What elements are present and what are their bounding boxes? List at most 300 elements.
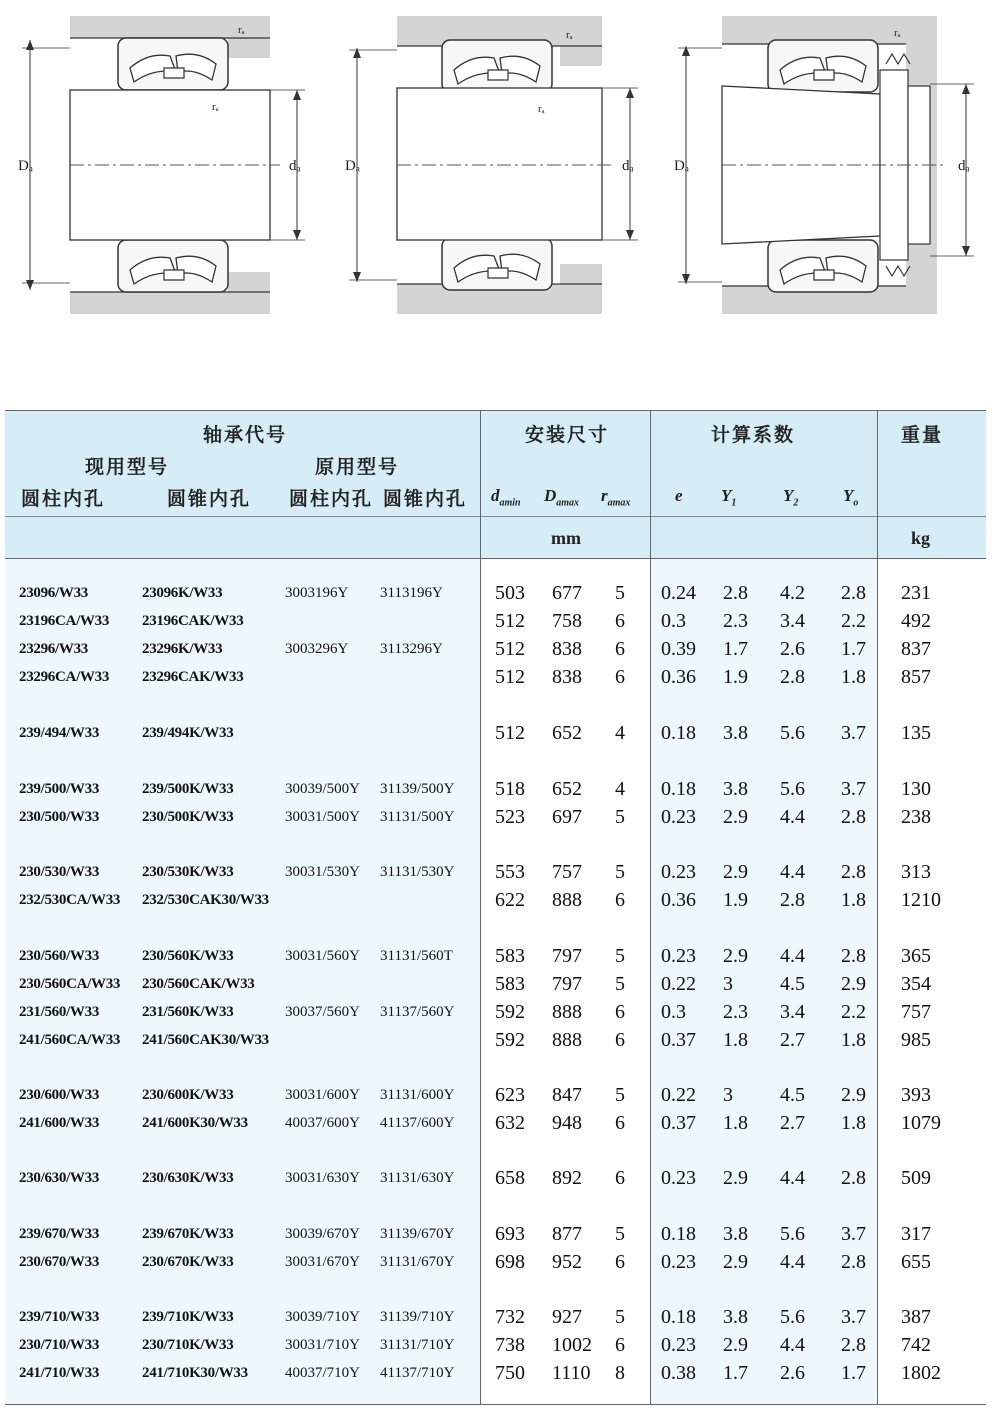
cell-Y0: 1.7 [841, 638, 866, 660]
cell-weight: 1802 [901, 1362, 941, 1384]
diagram-2-ra-label-inner: rₐ [538, 103, 545, 115]
cell-original-taper: 31139/670Y [380, 1226, 455, 1242]
header-Y0: $Y_o$ [843, 486, 859, 509]
cell-Da-max: 652 [552, 722, 582, 744]
cell-current-taper: 230/560K/W33 [142, 948, 234, 964]
cell-current-taper: 241/710K30/W33 [142, 1365, 248, 1381]
cell-da-min: 693 [495, 1223, 525, 1245]
cell-original-cyl: 30031/670Y [285, 1254, 360, 1270]
header-taper-bore-1: 圆锥内孔 [167, 488, 252, 510]
unit-mm: mm [551, 528, 581, 548]
cell-Y2: 2.6 [780, 1362, 805, 1384]
table-row [5, 859, 986, 886]
cell-Y0: 2.8 [841, 1334, 866, 1356]
cell-current-taper: 231/560K/W33 [142, 1004, 234, 1020]
cell-original-taper: 3113196Y [380, 585, 443, 601]
cell-da-min: 592 [495, 1001, 525, 1023]
cell-Y1: 2.8 [723, 582, 748, 604]
table-row [5, 1027, 986, 1054]
diagram-2 [345, 16, 638, 314]
cell-Y2: 4.5 [780, 1084, 805, 1106]
cell-original-cyl: 30031/500Y [285, 809, 360, 825]
cell-Y0: 1.8 [841, 1029, 866, 1051]
cell-ra-max: 4 [615, 722, 625, 744]
cell-weight: 655 [901, 1251, 931, 1273]
cell-Y2: 3.4 [780, 610, 805, 632]
cell-da-min: 658 [495, 1167, 525, 1189]
cell-current-cyl: 239/670/W33 [19, 1226, 100, 1242]
cell-original-taper: 31131/630Y [380, 1170, 455, 1186]
table-row [5, 1360, 986, 1387]
cell-Y2: 5.6 [780, 778, 805, 800]
cell-current-taper: 23296CAK/W33 [142, 669, 244, 685]
cell-e: 0.23 [661, 1251, 696, 1273]
header-taper-bore-2: 圆锥内孔 [383, 488, 468, 510]
cell-Y0: 1.8 [841, 1112, 866, 1134]
cell-Y1: 2.3 [723, 1001, 748, 1023]
cell-original-cyl: 3003296Y [285, 641, 349, 657]
cell-weight: 1210 [901, 889, 941, 911]
cell-ra-max: 4 [615, 778, 625, 800]
cell-current-taper: 239/710K/W33 [142, 1309, 234, 1325]
cell-weight: 509 [901, 1167, 931, 1189]
cell-e: 0.36 [661, 666, 696, 688]
cell-Y1: 1.8 [723, 1029, 748, 1051]
cell-Y1: 2.9 [723, 945, 748, 967]
cell-Y0: 3.7 [841, 1223, 866, 1245]
cell-original-taper: 31137/560Y [380, 1004, 455, 1020]
cell-ra-max: 6 [615, 610, 625, 632]
cell-ra-max: 5 [615, 1306, 625, 1328]
cell-Y0: 3.7 [841, 722, 866, 744]
table-row [5, 1332, 986, 1359]
cell-current-cyl: 231/560/W33 [19, 1004, 100, 1020]
cell-weight: 130 [901, 778, 931, 800]
cell-original-taper: 31131/560T [380, 948, 453, 964]
cell-current-cyl: 230/500/W33 [19, 809, 100, 825]
cell-original-cyl: 30031/630Y [285, 1170, 360, 1186]
cell-Y1: 2.3 [723, 610, 748, 632]
cell-Da-max: 652 [552, 778, 582, 800]
cell-Y2: 2.8 [780, 666, 805, 688]
cell-current-cyl: 230/630/W33 [19, 1170, 100, 1186]
cell-Da-max: 847 [552, 1084, 582, 1106]
cell-original-cyl: 40037/710Y [285, 1365, 360, 1381]
table-row [5, 664, 986, 691]
cell-ra-max: 5 [615, 973, 625, 995]
header-current-model: 现用型号 [85, 456, 170, 478]
cell-ra-max: 5 [615, 1223, 625, 1245]
cell-current-cyl: 23196CA/W33 [19, 613, 110, 629]
cell-e: 0.36 [661, 889, 696, 911]
cell-e: 0.18 [661, 1223, 696, 1245]
cell-Y0: 1.8 [841, 889, 866, 911]
cell-current-taper: 23096K/W33 [142, 585, 223, 601]
cell-current-taper: 230/560CAK/W33 [142, 976, 255, 992]
cell-Y0: 3.7 [841, 1306, 866, 1328]
cell-e: 0.38 [661, 1362, 696, 1384]
cell-weight: 387 [901, 1306, 931, 1328]
cell-ra-max: 5 [615, 806, 625, 828]
cell-Da-max: 677 [552, 582, 582, 604]
cell-da-min: 503 [495, 582, 525, 604]
cell-Y0: 2.8 [841, 1251, 866, 1273]
cell-original-taper: 31131/710Y [380, 1337, 455, 1353]
cell-Da-max: 757 [552, 861, 582, 883]
cell-original-cyl: 30031/530Y [285, 864, 360, 880]
cell-e: 0.24 [661, 582, 696, 604]
cell-current-taper: 230/710K/W33 [142, 1337, 234, 1353]
diagram-1-da-label: dₐ [289, 158, 301, 174]
cell-ra-max: 6 [615, 1251, 625, 1273]
header-bearing-code: 轴承代号 [203, 424, 288, 446]
cell-original-cyl: 30031/560Y [285, 948, 360, 964]
cell-current-cyl: 239/710/W33 [19, 1309, 100, 1325]
diagram-3 [674, 16, 974, 314]
cell-original-taper: 31131/670Y [380, 1254, 455, 1270]
cell-Y1: 1.9 [723, 889, 748, 911]
cell-Da-max: 952 [552, 1251, 582, 1273]
diagram-3-Da-label: Dₐ [674, 158, 689, 174]
cell-original-taper: 41137/710Y [380, 1365, 455, 1381]
cell-current-cyl: 230/530/W33 [19, 864, 100, 880]
cell-da-min: 512 [495, 722, 525, 744]
cell-e: 0.37 [661, 1112, 696, 1134]
cell-Y2: 4.4 [780, 945, 805, 967]
cell-current-cyl: 230/670/W33 [19, 1254, 100, 1270]
header-mounting-dims: 安装尺寸 [525, 424, 610, 446]
cell-weight: 857 [901, 666, 931, 688]
cell-Y2: 4.4 [780, 806, 805, 828]
cell-Y2: 4.5 [780, 973, 805, 995]
cell-original-cyl: 30039/500Y [285, 781, 360, 797]
header-da-min: $d_{amin}$ [491, 486, 521, 509]
cell-weight: 317 [901, 1223, 931, 1245]
header-sub-rule [5, 516, 986, 517]
cell-ra-max: 6 [615, 666, 625, 688]
cell-da-min: 583 [495, 973, 525, 995]
cell-e: 0.23 [661, 1334, 696, 1356]
cell-Y0: 2.8 [841, 945, 866, 967]
cell-ra-max: 5 [615, 945, 625, 967]
diagram-1 [18, 16, 305, 314]
cell-Y2: 5.6 [780, 1306, 805, 1328]
cell-current-taper: 241/600K30/W33 [142, 1115, 248, 1131]
cell-da-min: 553 [495, 861, 525, 883]
table-row [5, 580, 986, 607]
diagram-3-da-label: dₐ [958, 158, 970, 174]
cell-ra-max: 6 [615, 1029, 625, 1051]
cell-current-cyl: 23296CA/W33 [19, 669, 110, 685]
table-row [5, 1082, 986, 1109]
cell-original-taper: 3113296Y [380, 641, 443, 657]
table-bottom-rule [5, 1404, 986, 1405]
cell-current-cyl: 239/500/W33 [19, 781, 100, 797]
cell-Da-max: 888 [552, 1001, 582, 1023]
diagram-2-da-label: dₐ [622, 158, 634, 174]
cell-e: 0.18 [661, 722, 696, 744]
cell-Da-max: 892 [552, 1167, 582, 1189]
cell-Y2: 2.7 [780, 1112, 805, 1134]
cell-Y2: 5.6 [780, 1223, 805, 1245]
cell-current-cyl: 230/710/W33 [19, 1337, 100, 1353]
cell-weight: 231 [901, 582, 931, 604]
cell-Y2: 2.8 [780, 889, 805, 911]
cell-Y0: 2.2 [841, 1001, 866, 1023]
diagram-2-Da-label: Dₐ [345, 158, 360, 174]
cell-e: 0.22 [661, 1084, 696, 1106]
cell-current-taper: 239/670K/W33 [142, 1226, 234, 1242]
cell-current-taper: 230/530K/W33 [142, 864, 234, 880]
cell-Y1: 2.9 [723, 1251, 748, 1273]
header-e: e [675, 486, 683, 505]
cell-ra-max: 6 [615, 638, 625, 660]
cell-Y0: 3.7 [841, 778, 866, 800]
table-row [5, 1221, 986, 1248]
cell-current-cyl: 23096/W33 [19, 585, 88, 601]
bearing-spec-table [5, 410, 986, 1405]
cell-Da-max: 797 [552, 945, 582, 967]
cell-da-min: 583 [495, 945, 525, 967]
header-ra-max: $r_{amax}$ [601, 486, 631, 509]
cell-ra-max: 6 [615, 1112, 625, 1134]
cell-Da-max: 838 [552, 638, 582, 660]
cell-e: 0.18 [661, 1306, 696, 1328]
cell-weight: 742 [901, 1334, 931, 1356]
cell-Y1: 3 [723, 1084, 733, 1106]
cell-current-cyl: 232/530CA/W33 [19, 892, 121, 908]
table-top-rule [5, 410, 986, 411]
cell-da-min: 738 [495, 1334, 525, 1356]
cell-ra-max: 6 [615, 1167, 625, 1189]
cell-Y2: 2.6 [780, 638, 805, 660]
cell-Y2: 4.4 [780, 861, 805, 883]
cell-ra-max: 5 [615, 582, 625, 604]
cell-da-min: 732 [495, 1306, 525, 1328]
cell-Y0: 2.9 [841, 1084, 866, 1106]
cell-Y1: 2.9 [723, 1167, 748, 1189]
cell-current-taper: 230/630K/W33 [142, 1170, 234, 1186]
cell-Da-max: 1002 [552, 1334, 592, 1356]
cell-Y0: 2.9 [841, 973, 866, 995]
table-row [5, 971, 986, 998]
cell-Y1: 2.9 [723, 1334, 748, 1356]
header-Y2: $Y_2$ [783, 486, 799, 509]
cell-Da-max: 948 [552, 1112, 582, 1134]
cell-ra-max: 6 [615, 1001, 625, 1023]
cell-weight: 135 [901, 722, 931, 744]
header-calc-factors: 计算系数 [711, 424, 796, 446]
cell-Y1: 1.7 [723, 1362, 748, 1384]
cell-Y1: 1.9 [723, 666, 748, 688]
cell-current-cyl: 23296/W33 [19, 641, 88, 657]
header-cyl-bore-1: 圆柱内孔 [21, 488, 106, 510]
cell-original-cyl: 3003196Y [285, 585, 349, 601]
cell-e: 0.3 [661, 610, 686, 632]
cell-Y2: 4.2 [780, 582, 805, 604]
cell-original-cyl: 30031/600Y [285, 1087, 360, 1103]
cell-current-taper: 241/560CAK30/W33 [142, 1032, 269, 1048]
cell-ra-max: 6 [615, 889, 625, 911]
cell-Da-max: 797 [552, 973, 582, 995]
cell-Y0: 1.8 [841, 666, 866, 688]
cell-da-min: 523 [495, 806, 525, 828]
cell-da-min: 750 [495, 1362, 525, 1384]
table-row [5, 1165, 986, 1192]
cell-original-taper: 31131/500Y [380, 809, 455, 825]
cell-current-taper: 230/500K/W33 [142, 809, 234, 825]
cell-Y2: 4.4 [780, 1251, 805, 1273]
cell-Y1: 3.8 [723, 1306, 748, 1328]
cell-Da-max: 877 [552, 1223, 582, 1245]
cell-current-taper: 230/600K/W33 [142, 1087, 234, 1103]
cell-e: 0.23 [661, 861, 696, 883]
cell-current-taper: 232/530CAK30/W33 [142, 892, 269, 908]
header-Y1: $Y_1$ [721, 486, 737, 509]
cell-e: 0.23 [661, 945, 696, 967]
header-band [5, 410, 986, 558]
cell-e: 0.3 [661, 1001, 686, 1023]
cell-Da-max: 758 [552, 610, 582, 632]
cell-original-taper: 31131/530Y [380, 864, 455, 880]
cell-da-min: 592 [495, 1029, 525, 1051]
cell-current-cyl: 230/600/W33 [19, 1087, 100, 1103]
header-Da-max: $D_{amax}$ [544, 486, 580, 509]
diagram-2-ra-label: rₐ [566, 29, 573, 41]
cell-Da-max: 927 [552, 1306, 582, 1328]
diagram-1-ra-label-inner: rₐ [212, 101, 219, 113]
cell-original-cyl: 40037/600Y [285, 1115, 360, 1131]
table-row [5, 943, 986, 970]
cell-original-taper: 31139/500Y [380, 781, 455, 797]
cell-ra-max: 6 [615, 1334, 625, 1356]
cell-weight: 837 [901, 638, 931, 660]
cell-ra-max: 8 [615, 1362, 625, 1384]
cell-Y1: 3.8 [723, 1223, 748, 1245]
cell-weight: 238 [901, 806, 931, 828]
cell-ra-max: 5 [615, 861, 625, 883]
cell-current-cyl: 230/560CA/W33 [19, 976, 121, 992]
cell-weight: 313 [901, 861, 931, 883]
table-row [5, 887, 986, 914]
cell-weight: 365 [901, 945, 931, 967]
cell-current-cyl: 241/710/W33 [19, 1365, 100, 1381]
header-cyl-bore-2: 圆柱内孔 [289, 488, 374, 510]
cell-weight: 757 [901, 1001, 931, 1023]
diagram-1-ra-label: rₐ [238, 24, 245, 36]
cell-Da-max: 697 [552, 806, 582, 828]
table-row [5, 720, 986, 747]
cell-da-min: 512 [495, 666, 525, 688]
cell-original-taper: 31131/600Y [380, 1087, 455, 1103]
cell-Y1: 3.8 [723, 722, 748, 744]
cell-Da-max: 888 [552, 1029, 582, 1051]
diagram-1-Da-label: Dₐ [18, 158, 33, 174]
cell-current-cyl: 241/560CA/W33 [19, 1032, 121, 1048]
cell-weight: 492 [901, 610, 931, 632]
table-row [5, 776, 986, 803]
cell-da-min: 698 [495, 1251, 525, 1273]
cell-Da-max: 1110 [552, 1362, 591, 1384]
cell-original-taper: 41137/600Y [380, 1115, 455, 1131]
table-row [5, 1110, 986, 1137]
cell-Y0: 2.8 [841, 861, 866, 883]
bearing-mounting-diagrams [0, 0, 1000, 330]
cell-Y1: 1.7 [723, 638, 748, 660]
cell-weight: 354 [901, 973, 931, 995]
cell-original-cyl: 30039/670Y [285, 1226, 360, 1242]
cell-Y0: 2.2 [841, 610, 866, 632]
cell-Y1: 1.8 [723, 1112, 748, 1134]
cell-Y2: 2.7 [780, 1029, 805, 1051]
cell-e: 0.22 [661, 973, 696, 995]
cell-current-cyl: 230/560/W33 [19, 948, 100, 964]
table-row [5, 1304, 986, 1331]
cell-Y1: 3 [723, 973, 733, 995]
cell-e: 0.39 [661, 638, 696, 660]
cell-e: 0.18 [661, 778, 696, 800]
cell-weight: 393 [901, 1084, 931, 1106]
unit-kg: kg [911, 528, 931, 548]
cell-weight: 1079 [901, 1112, 941, 1134]
cell-Y0: 2.8 [841, 1167, 866, 1189]
cell-Y0: 2.8 [841, 806, 866, 828]
header-original-model: 原用型号 [315, 456, 400, 478]
cell-Y0: 1.7 [841, 1362, 866, 1384]
cell-current-taper: 239/500K/W33 [142, 781, 234, 797]
cell-e: 0.37 [661, 1029, 696, 1051]
diagram-3-ra-label: rₐ [894, 27, 901, 39]
cell-original-taper: 31139/710Y [380, 1309, 455, 1325]
cell-Da-max: 888 [552, 889, 582, 911]
cell-current-taper: 23296K/W33 [142, 641, 223, 657]
cell-Y2: 3.4 [780, 1001, 805, 1023]
cell-Y1: 2.9 [723, 861, 748, 883]
header-weight: 重量 [901, 424, 944, 446]
cell-current-taper: 230/670K/W33 [142, 1254, 234, 1270]
cell-Y2: 4.4 [780, 1334, 805, 1356]
header-bottom-rule [5, 558, 986, 559]
table-row [5, 608, 986, 635]
cell-ra-max: 5 [615, 1084, 625, 1106]
cell-e: 0.23 [661, 806, 696, 828]
table-row [5, 636, 986, 663]
cell-Y2: 4.4 [780, 1167, 805, 1189]
table-row [5, 999, 986, 1026]
table-row [5, 1249, 986, 1276]
cell-weight: 985 [901, 1029, 931, 1051]
cell-current-taper: 239/494K/W33 [142, 725, 234, 741]
table-row [5, 804, 986, 831]
cell-Y2: 5.6 [780, 722, 805, 744]
cell-current-cyl: 239/494/W33 [19, 725, 100, 741]
cell-Y0: 2.8 [841, 582, 866, 604]
cell-Da-max: 838 [552, 666, 582, 688]
cell-da-min: 632 [495, 1112, 525, 1134]
cell-e: 0.23 [661, 1167, 696, 1189]
cell-da-min: 622 [495, 889, 525, 911]
cell-da-min: 518 [495, 778, 525, 800]
cell-current-taper: 23196CAK/W33 [142, 613, 244, 629]
cell-da-min: 512 [495, 610, 525, 632]
cell-current-cyl: 241/600/W33 [19, 1115, 100, 1131]
cell-original-cyl: 30031/710Y [285, 1337, 360, 1353]
cell-Y1: 3.8 [723, 778, 748, 800]
cell-da-min: 512 [495, 638, 525, 660]
cell-Y1: 2.9 [723, 806, 748, 828]
cell-original-cyl: 30039/710Y [285, 1309, 360, 1325]
cell-original-cyl: 30037/560Y [285, 1004, 360, 1020]
